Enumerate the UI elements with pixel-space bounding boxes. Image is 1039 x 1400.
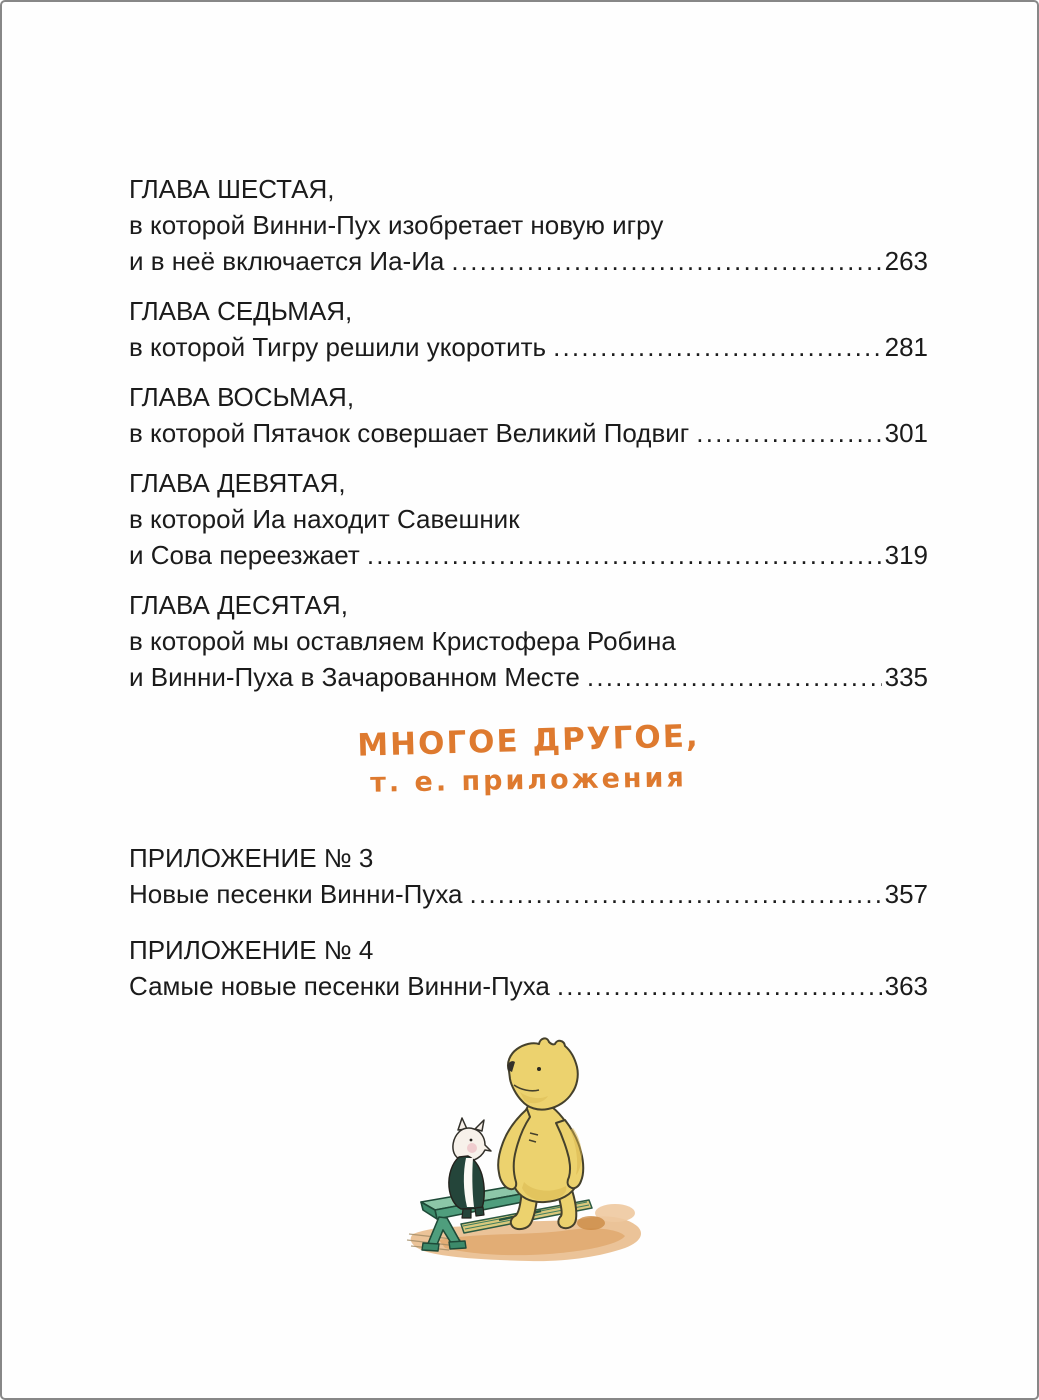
chapter-subtitle: в которой Винни-Пух изобретает новую игру xyxy=(129,210,664,240)
chapter-title: ГЛАВА ДЕВЯТАЯ, xyxy=(129,468,346,498)
chapter-tail-text: и в неё включается Иа-Иа xyxy=(129,246,445,276)
appendix-title: ПРИЛОЖЕНИЕ № 4 xyxy=(129,935,374,965)
toc-entry-chapter-10 xyxy=(129,587,928,695)
appendices-list xyxy=(129,840,928,1004)
chapter-subtitle: в которой мы оставляем Кристофера Робина xyxy=(129,626,676,656)
page-number: 301 xyxy=(884,418,928,448)
chapter-tail-row xyxy=(129,659,928,695)
chapter-title: ГЛАВА ВОСЬМАЯ, xyxy=(129,382,355,412)
chapter-tail-row xyxy=(129,243,928,279)
section-heading-line1: МНОГОЕ ДРУГОЕ, xyxy=(356,718,701,764)
dot-leader xyxy=(367,537,882,573)
dot-leader xyxy=(470,876,882,912)
page-number: 281 xyxy=(884,332,928,362)
dot-leader xyxy=(587,659,882,695)
chapter-tail-text: и Сова переезжает xyxy=(129,540,360,570)
toc-entry-chapter-6 xyxy=(129,171,928,279)
chapter-tail-text: и Винни-Пуха в Зачарованном Месте xyxy=(129,662,580,692)
chapter-tail-row xyxy=(129,415,928,451)
chapter-tail-row xyxy=(129,329,928,365)
page-number: 263 xyxy=(884,246,928,276)
dot-leader xyxy=(696,415,881,451)
chapter-title: ГЛАВА ШЕСТАЯ, xyxy=(129,174,335,204)
chapter-subtitle: в которой Иа находит Савешник xyxy=(129,504,520,534)
page-number: 335 xyxy=(884,662,928,692)
page-number: 363 xyxy=(884,971,928,1001)
pooh-and-piglet-illustration xyxy=(379,1030,679,1270)
toc-entry-appendix-3 xyxy=(129,840,928,912)
toc-entry-chapter-9 xyxy=(129,465,928,573)
toc-entry-chapter-7 xyxy=(129,293,928,365)
page-number: 319 xyxy=(884,540,928,570)
appendix-title: ПРИЛОЖЕНИЕ № 3 xyxy=(129,843,374,873)
chapter-tail-text: в которой Тигру решили укоротить xyxy=(129,332,547,362)
table-of-contents xyxy=(129,171,928,1270)
appendix-tail-row xyxy=(129,968,928,1004)
chapter-title: ГЛАВА СЕДЬМАЯ, xyxy=(129,296,353,326)
chapter-title: ГЛАВА ДЕСЯТАЯ, xyxy=(129,590,348,620)
appendix-tail-text: Новые песенки Винни-Пуха xyxy=(129,879,463,909)
appendix-section-heading xyxy=(129,718,928,799)
toc-entry-chapter-8 xyxy=(129,379,928,451)
dot-leader xyxy=(557,968,882,1004)
section-heading-line2: т. е. приложения xyxy=(369,762,688,799)
appendix-tail-row xyxy=(129,876,928,912)
chapter-tail-text: в которой Пятачок совершает Великий Подвиг xyxy=(129,418,690,448)
toc-entry-appendix-4 xyxy=(129,932,928,1004)
dot-leader xyxy=(553,329,882,365)
illustration-container xyxy=(129,1030,928,1270)
dot-leader xyxy=(451,243,881,279)
appendix-tail-text: Самые новые песенки Винни-Пуха xyxy=(129,971,550,1001)
chapter-tail-row xyxy=(129,537,928,573)
page-number: 357 xyxy=(884,879,928,909)
